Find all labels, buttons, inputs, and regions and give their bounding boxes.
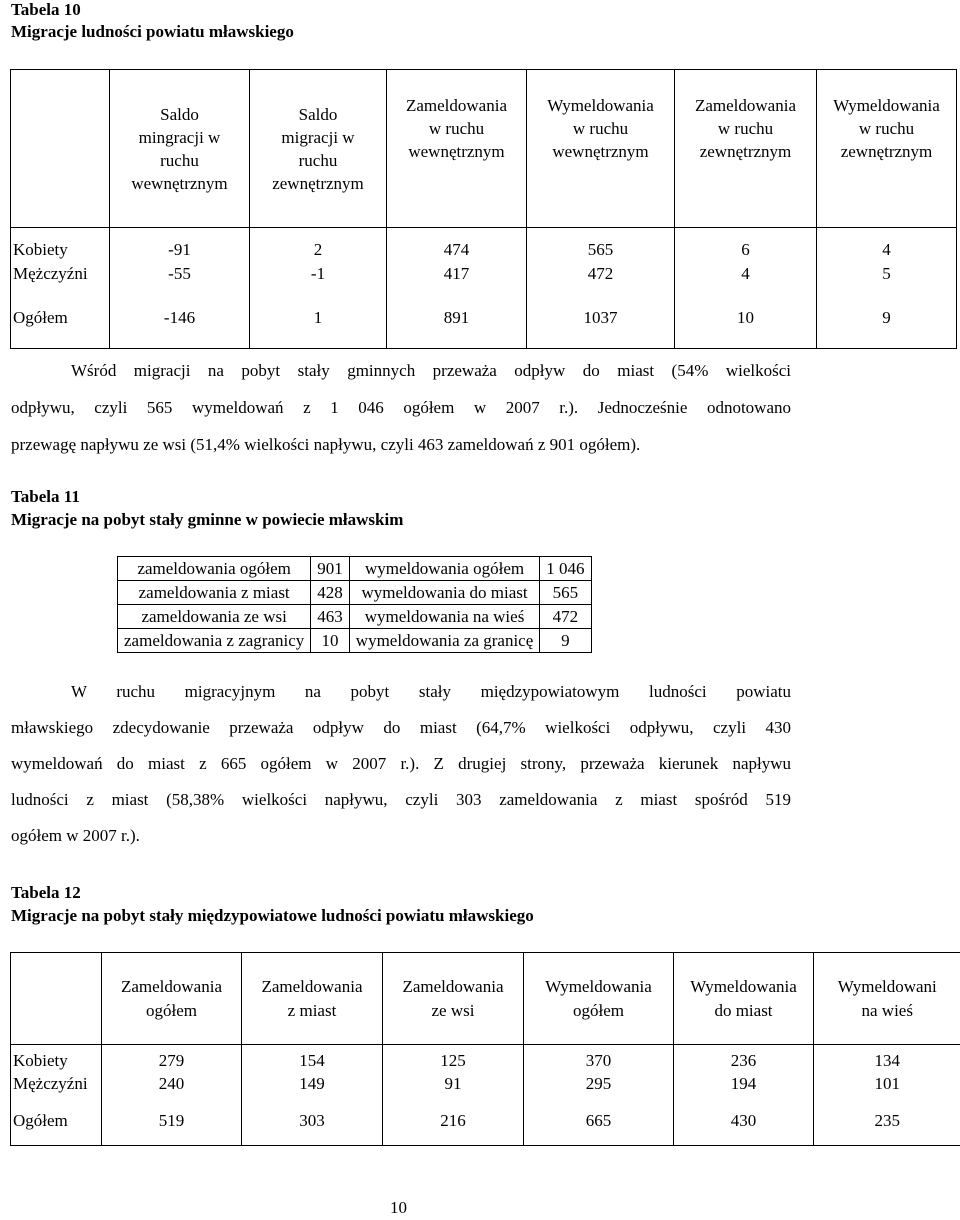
text-line: odpływu, czyli 565 wymeldowań z 1 046 ogółem w 2007 r.). Jednocześnie odnotowano (11, 398, 791, 417)
row-label: Ogółem (11, 1097, 102, 1146)
table-10-label: Tabela 10 (11, 0, 81, 19)
page-number: 10 (390, 1198, 407, 1217)
table-cell: 240 (102, 1071, 242, 1097)
table-10-title: Migracje ludności powiatu mławskiego (11, 22, 294, 41)
table-row (11, 228, 957, 261)
header-cell: Zameldowania z miast (242, 953, 383, 1045)
table-cell: -91 (110, 228, 250, 261)
table-10 (10, 69, 957, 349)
table-cell: 279 (102, 1045, 242, 1072)
table-corner-cell (11, 953, 102, 1045)
table-cell: 417 (387, 260, 527, 288)
table-row (11, 260, 957, 288)
header-cell: Wymeldowania do miast (674, 953, 814, 1045)
table-cell: 295 (524, 1071, 674, 1097)
table-cell: 891 (387, 288, 527, 349)
table-cell: -146 (110, 288, 250, 349)
table-row (11, 288, 957, 349)
table-cell: 519 (102, 1097, 242, 1146)
header-cell: Zameldowania w ruchu wewnętrznym (387, 70, 527, 228)
table-11-label: Tabela 11 (11, 487, 80, 506)
table-cell: -55 (110, 260, 250, 288)
table-cell: wymeldowania na wieś (349, 605, 539, 629)
table-cell: wymeldowania do miast (349, 581, 539, 605)
table-11-title: Migracje na pobyt stały gminne w powiecie mławskim (11, 510, 404, 529)
table-cell: 565 (527, 228, 675, 261)
table-row (118, 581, 592, 605)
header-cell: Zameldowania ogółem (102, 953, 242, 1045)
table-12-title: Migracje na pobyt stały międzypowiatowe ludności powiatu mławskiego (11, 906, 534, 925)
table-header-row (11, 953, 960, 1045)
text-line: ogółem w 2007 r.). (11, 826, 140, 845)
table-corner-cell (11, 70, 110, 228)
table-cell: 101 (814, 1071, 960, 1097)
table-cell: 10 (675, 288, 817, 349)
table-cell: wymeldowania ogółem (349, 557, 539, 581)
table-cell: 303 (242, 1097, 383, 1146)
table-cell: 236 (674, 1045, 814, 1072)
table-cell: 91 (383, 1071, 524, 1097)
row-label: Mężczyźni (11, 1071, 102, 1097)
table-cell: 9 (817, 288, 957, 349)
table-cell: 430 (674, 1097, 814, 1146)
table-cell: 6 (675, 228, 817, 261)
table-cell: wymeldowania za granicę (349, 629, 539, 653)
table-row (118, 605, 592, 629)
text-line: W ruchu migracyjnym na pobyt stały międzypowiatowym ludności powiatu (71, 682, 791, 701)
text-line: przewagę napływu ze wsi (51,4% wielkości napływu, czyli 463 zameldowań z 901 ogółem). (11, 435, 641, 454)
table-row (11, 1071, 960, 1097)
row-label: Mężczyźni (11, 260, 110, 288)
table-12 (10, 952, 960, 1146)
table-cell: 4 (817, 228, 957, 261)
table-cell: 472 (540, 605, 591, 629)
table-row (11, 1097, 960, 1146)
table-cell: 565 (540, 581, 591, 605)
table-cell: 463 (311, 605, 350, 629)
table-cell: 665 (524, 1097, 674, 1146)
header-cell: Wymeldowania w ruchu zewnętrznym (817, 70, 957, 228)
table-cell: 370 (524, 1045, 674, 1072)
table-cell: 216 (383, 1097, 524, 1146)
table-cell: 5 (817, 260, 957, 288)
table-cell: zameldowania ze wsi (118, 605, 311, 629)
table-cell: zameldowania z miast (118, 581, 311, 605)
table-cell: 125 (383, 1045, 524, 1072)
table-cell: 472 (527, 260, 675, 288)
header-cell: Zameldowania w ruchu zewnętrznym (675, 70, 817, 228)
table-row (118, 557, 592, 581)
table-cell: 474 (387, 228, 527, 261)
text-line: Wśród migracji na pobyt stały gminnych przeważa odpływ do miast (54% wielkości (71, 361, 791, 380)
text-line: wymeldowań do miast z 665 ogółem w 2007 r.). Z drugiej strony, przeważa kierunek napływu (11, 754, 791, 773)
row-label: Kobiety (11, 1045, 102, 1072)
table-cell: 154 (242, 1045, 383, 1072)
table-cell: -1 (250, 260, 387, 288)
table-cell: 1 046 (540, 557, 591, 581)
table-row (11, 1045, 960, 1072)
table-cell: 10 (311, 629, 350, 653)
table-11 (117, 556, 592, 653)
table-12-label: Tabela 12 (11, 883, 81, 902)
table-cell: 428 (311, 581, 350, 605)
row-label: Kobiety (11, 228, 110, 261)
table-header-row (11, 70, 957, 228)
header-cell: Saldo migracji w ruchu zewnętrznym (250, 70, 387, 228)
text-line: ludności z miast (58,38% wielkości napływu, czyli 303 zameldowania z miast spośród 519 (11, 790, 791, 809)
table-cell: 1 (250, 288, 387, 349)
table-cell: 134 (814, 1045, 960, 1072)
table-row (118, 629, 592, 653)
header-cell: Wymeldowania ogółem (524, 953, 674, 1045)
text-line: mławskiego zdecydowanie przeważa odpływ do miast (64,7% wielkości odpływu, czyli 430 (11, 718, 791, 737)
table-cell: 2 (250, 228, 387, 261)
table-cell: 149 (242, 1071, 383, 1097)
header-cell: Wymeldowania w ruchu wewnętrznym (527, 70, 675, 228)
row-label: Ogółem (11, 288, 110, 349)
table-cell: 9 (540, 629, 591, 653)
header-cell: Wymeldowani na wieś (814, 953, 960, 1045)
table-cell: 1037 (527, 288, 675, 349)
header-cell: Zameldowania ze wsi (383, 953, 524, 1045)
table-cell: zameldowania z zagranicy (118, 629, 311, 653)
table-cell: 4 (675, 260, 817, 288)
table-cell: 194 (674, 1071, 814, 1097)
table-cell: 235 (814, 1097, 960, 1146)
table-cell: 901 (311, 557, 350, 581)
paragraph-miedzypowiatowe (11, 674, 791, 854)
paragraph-gminne (11, 352, 791, 463)
header-cell: Saldo mingracji w ruchu wewnętrznym (110, 70, 250, 228)
table-cell: zameldowania ogółem (118, 557, 311, 581)
